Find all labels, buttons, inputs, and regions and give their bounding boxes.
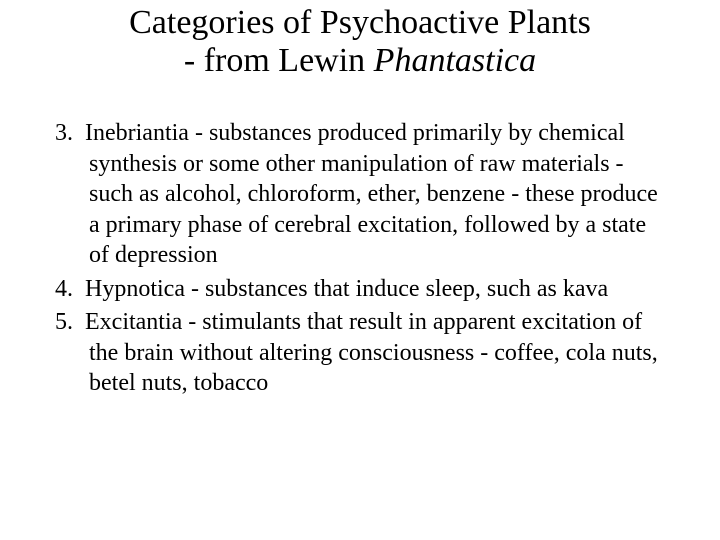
item-number: 4. — [55, 275, 73, 302]
item-text: Excitantia - stimulants that result in apparent excitation of the brain without altering consciousness - coffee, cola nuts, betel nuts, tobacco — [85, 309, 658, 396]
list-item — [55, 118, 665, 271]
list-item — [55, 274, 665, 305]
item-text: Inebriantia - substances produced primarily by chemical synthesis or some other manipulation of raw materials - such as alcohol, chloroform, ether, benzene - these produce a primary phase of cerebral excitation, followed by a state of depression — [85, 120, 658, 268]
category-list — [55, 118, 665, 402]
list-item — [55, 307, 665, 399]
item-number: 3. — [55, 120, 73, 146]
slide-title — [0, 4, 720, 80]
title-line-1: Categories of Psychoactive Plants — [129, 4, 591, 41]
book-title: Phantastica — [373, 42, 537, 79]
title-line-2 — [0, 42, 720, 80]
item-number: 5. — [55, 309, 73, 335]
title-prefix: - from Lewin — [183, 42, 374, 79]
item-text: Hypnotica - substances that induce sleep, such as kava — [85, 275, 609, 302]
